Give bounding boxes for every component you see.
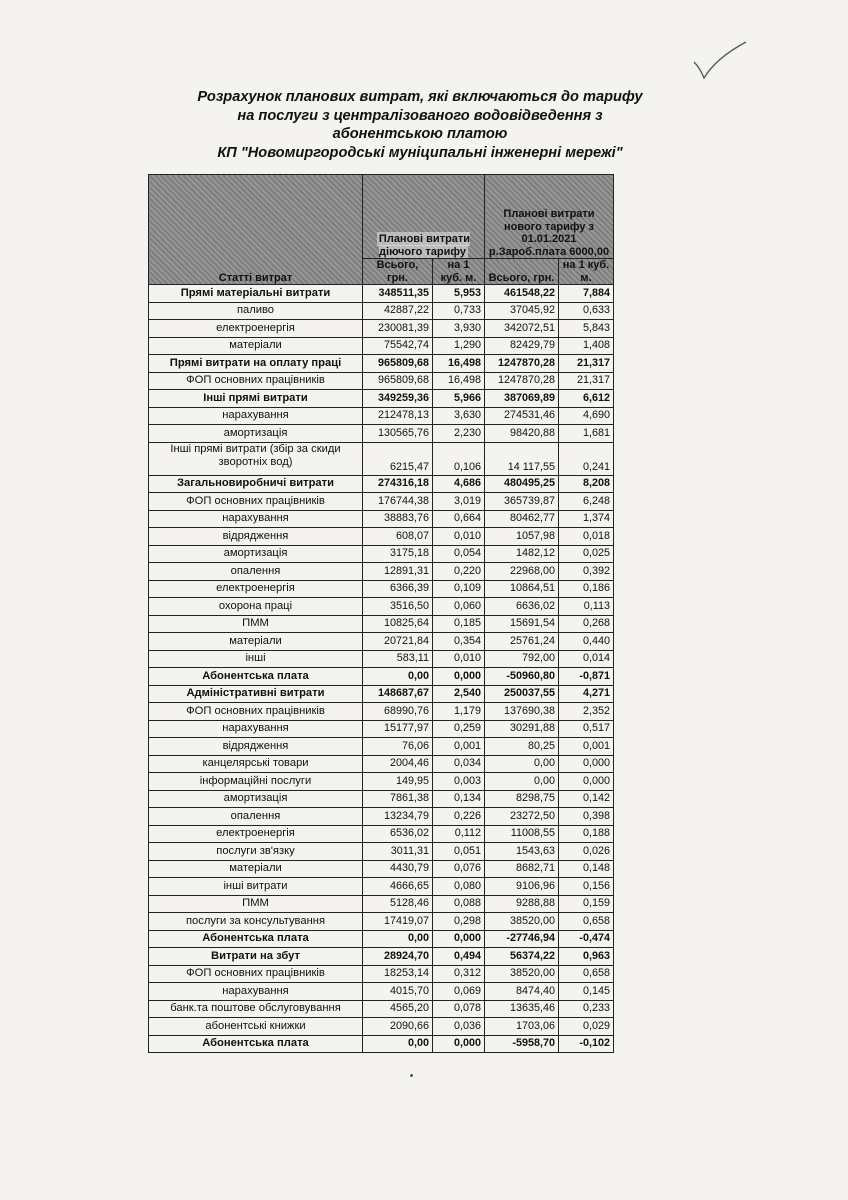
row-total-new: 22968,00 (485, 563, 559, 581)
row-per-unit-new: 4,690 (559, 407, 614, 425)
row-total-current: 10825,64 (363, 615, 433, 633)
table-row (149, 1035, 614, 1053)
row-item-name: банк.та поштове обслуговування (149, 1000, 363, 1018)
row-per-unit-current: 0,076 (433, 860, 485, 878)
row-total-current: 28924,70 (363, 948, 433, 966)
row-item-name: нарахування (149, 983, 363, 1001)
row-total-new: 274531,46 (485, 407, 559, 425)
table-row (149, 528, 614, 546)
row-total-new: 38520,00 (485, 913, 559, 931)
table-row (149, 983, 614, 1001)
table-row (149, 442, 614, 475)
row-total-new: 37045,92 (485, 302, 559, 320)
row-per-unit-new: 2,352 (559, 703, 614, 721)
table-row (149, 755, 614, 773)
row-per-unit-current: 0,185 (433, 615, 485, 633)
scan-speck (410, 1074, 413, 1077)
row-total-new: -5958,70 (485, 1035, 559, 1053)
row-item-name: Абонентська плата (149, 1035, 363, 1053)
row-per-unit-current: 0,001 (433, 738, 485, 756)
row-total-current: 148687,67 (363, 685, 433, 703)
handwritten-check-mark (690, 40, 750, 85)
row-item-name: інші витрати (149, 878, 363, 896)
row-total-current: 17419,07 (363, 913, 433, 931)
row-per-unit-new: -0,474 (559, 930, 614, 948)
row-item-name: ПММ (149, 615, 363, 633)
table-row (149, 895, 614, 913)
row-total-new: 80,25 (485, 738, 559, 756)
row-total-current: 18253,14 (363, 965, 433, 983)
row-per-unit-current: 0,259 (433, 720, 485, 738)
row-per-unit-current: 0,109 (433, 580, 485, 598)
row-total-new: 9106,96 (485, 878, 559, 896)
row-item-name: амортизація (149, 790, 363, 808)
row-per-unit-new: 0,156 (559, 878, 614, 896)
row-item-name: амортизація (149, 545, 363, 563)
table-row (149, 913, 614, 931)
table-row (149, 685, 614, 703)
row-item-name: Витрати на збут (149, 948, 363, 966)
table-row (149, 790, 614, 808)
table-row (149, 930, 614, 948)
table-row (149, 355, 614, 373)
row-per-unit-current: 0,000 (433, 668, 485, 686)
row-item-name: нарахування (149, 720, 363, 738)
row-total-new: -27746,94 (485, 930, 559, 948)
row-total-current: 965809,68 (363, 372, 433, 390)
row-total-current: 6536,02 (363, 825, 433, 843)
row-total-current: 6215,47 (363, 442, 433, 475)
row-total-current: 212478,13 (363, 407, 433, 425)
row-per-unit-current: 3,019 (433, 493, 485, 511)
row-item-name: абонентські книжки (149, 1018, 363, 1036)
row-total-current: 38883,76 (363, 510, 433, 528)
table-row (149, 407, 614, 425)
row-per-unit-current: 0,051 (433, 843, 485, 861)
row-total-new: 56374,22 (485, 948, 559, 966)
table-row (149, 633, 614, 651)
cost-table (148, 174, 614, 1053)
row-total-current: 583,11 (363, 650, 433, 668)
row-per-unit-new: 1,374 (559, 510, 614, 528)
row-total-new: 8474,40 (485, 983, 559, 1001)
row-total-new: 365739,87 (485, 493, 559, 511)
row-per-unit-new: -0,871 (559, 668, 614, 686)
row-total-new: 13635,46 (485, 1000, 559, 1018)
table-row (149, 720, 614, 738)
row-item-name: ФОП основних працівників (149, 703, 363, 721)
row-total-new: 11008,55 (485, 825, 559, 843)
table-row (149, 948, 614, 966)
row-per-unit-current: 0,034 (433, 755, 485, 773)
row-per-unit-current: 0,106 (433, 442, 485, 475)
row-item-name: електроенергія (149, 320, 363, 338)
row-per-unit-new: 6,248 (559, 493, 614, 511)
row-per-unit-new: 0,029 (559, 1018, 614, 1036)
title-line-4: КП "Новомиргородські муніципальні інженерні мережі" (217, 144, 623, 161)
row-item-name: Абонентська плата (149, 668, 363, 686)
row-total-new: 1543,63 (485, 843, 559, 861)
table-row (149, 320, 614, 338)
row-item-name: Прямі витрати на оплату праці (149, 355, 363, 373)
table-row (149, 598, 614, 616)
row-item-name: інші (149, 650, 363, 668)
row-per-unit-new: 0,963 (559, 948, 614, 966)
row-total-current: 3011,31 (363, 843, 433, 861)
row-total-current: 608,07 (363, 528, 433, 546)
row-per-unit-new: 1,681 (559, 425, 614, 443)
row-item-name: матеріали (149, 633, 363, 651)
row-item-name: Інші прямі витрати (збір за скиди зворотніх вод) (149, 442, 363, 475)
row-total-current: 149,95 (363, 773, 433, 791)
row-per-unit-new: 0,000 (559, 773, 614, 791)
row-total-new: 82429,79 (485, 337, 559, 355)
row-total-new: 480495,25 (485, 475, 559, 493)
table-row (149, 650, 614, 668)
row-per-unit-current: 3,630 (433, 407, 485, 425)
row-per-unit-current: 0,134 (433, 790, 485, 808)
row-total-current: 4565,20 (363, 1000, 433, 1018)
row-per-unit-new: 0,026 (559, 843, 614, 861)
row-total-current: 75542,74 (363, 337, 433, 355)
row-item-name: Загальновиробничі витрати (149, 475, 363, 493)
row-per-unit-new: 1,408 (559, 337, 614, 355)
row-item-name: ФОП основних працівників (149, 372, 363, 390)
row-total-current: 2090,66 (363, 1018, 433, 1036)
table-row (149, 703, 614, 721)
row-per-unit-current: 3,930 (433, 320, 485, 338)
row-per-unit-current: 0,080 (433, 878, 485, 896)
row-total-current: 20721,84 (363, 633, 433, 651)
row-total-new: 38520,00 (485, 965, 559, 983)
row-item-name: матеріали (149, 337, 363, 355)
row-total-current: 4666,65 (363, 878, 433, 896)
row-per-unit-new: 21,317 (559, 355, 614, 373)
row-total-new: 1247870,28 (485, 355, 559, 373)
row-total-current: 130565,76 (363, 425, 433, 443)
table-row (149, 1000, 614, 1018)
subheader-per-unit-new: на 1 куб. м. (559, 259, 614, 285)
row-per-unit-current: 0,069 (433, 983, 485, 1001)
table-row (149, 493, 614, 511)
row-per-unit-current: 16,498 (433, 355, 485, 373)
row-total-current: 965809,68 (363, 355, 433, 373)
table-row (149, 302, 614, 320)
row-total-new: 0,00 (485, 755, 559, 773)
row-per-unit-new: 0,113 (559, 598, 614, 616)
row-total-new: 8682,71 (485, 860, 559, 878)
row-item-name: Інші прямі витрати (149, 390, 363, 408)
row-per-unit-current: 0,112 (433, 825, 485, 843)
table-row (149, 545, 614, 563)
row-item-name: канцелярські товари (149, 755, 363, 773)
row-item-name: інформаційні послуги (149, 773, 363, 791)
row-total-current: 4015,70 (363, 983, 433, 1001)
row-total-new: 137690,38 (485, 703, 559, 721)
row-item-name: опалення (149, 563, 363, 581)
row-total-new: 387069,89 (485, 390, 559, 408)
row-per-unit-current: 0,494 (433, 948, 485, 966)
column-header-current-tariff: Планові витрати діючого тарифу (363, 175, 485, 259)
title-line-3: абонентською платою (332, 126, 508, 142)
table-row (149, 878, 614, 896)
row-total-current: 13234,79 (363, 808, 433, 826)
table-row (149, 860, 614, 878)
table-row (149, 668, 614, 686)
row-total-current: 348511,35 (363, 285, 433, 303)
row-per-unit-current: 4,686 (433, 475, 485, 493)
table-row (149, 372, 614, 390)
row-total-new: 23272,50 (485, 808, 559, 826)
row-per-unit-new: 21,317 (559, 372, 614, 390)
row-per-unit-new: 8,208 (559, 475, 614, 493)
row-item-name: ФОП основних працівників (149, 965, 363, 983)
column-header-new-tariff: Планові витрати нового тарифу з 01.01.2021 р.Зароб.плата 6000,00 (485, 175, 614, 259)
subheader-per-unit-current: на 1 куб. м. (433, 259, 485, 285)
row-total-new: 9288,88 (485, 895, 559, 913)
row-per-unit-current: 2,540 (433, 685, 485, 703)
row-item-name: послуги зв'язку (149, 843, 363, 861)
row-per-unit-current: 0,354 (433, 633, 485, 651)
row-total-new: 15691,54 (485, 615, 559, 633)
row-total-current: 349259,36 (363, 390, 433, 408)
row-per-unit-current: 0,000 (433, 1035, 485, 1053)
table-row (149, 843, 614, 861)
row-total-new: 10864,51 (485, 580, 559, 598)
row-item-name: послуги за консультування (149, 913, 363, 931)
table-row (149, 563, 614, 581)
row-total-current: 2004,46 (363, 755, 433, 773)
table-row (149, 425, 614, 443)
row-total-new: -50960,80 (485, 668, 559, 686)
row-total-current: 0,00 (363, 1035, 433, 1053)
row-total-new: 461548,22 (485, 285, 559, 303)
row-total-current: 0,00 (363, 930, 433, 948)
row-total-current: 5128,46 (363, 895, 433, 913)
row-per-unit-new: 0,517 (559, 720, 614, 738)
row-total-current: 3516,50 (363, 598, 433, 616)
row-per-unit-new: 0,188 (559, 825, 614, 843)
row-item-name: Прямі матеріальні витрати (149, 285, 363, 303)
table-row (149, 285, 614, 303)
row-per-unit-current: 0,298 (433, 913, 485, 931)
row-per-unit-current: 0,010 (433, 528, 485, 546)
row-per-unit-new: -0,102 (559, 1035, 614, 1053)
row-per-unit-current: 2,230 (433, 425, 485, 443)
row-per-unit-new: 0,145 (559, 983, 614, 1001)
row-per-unit-current: 0,733 (433, 302, 485, 320)
row-total-current: 4430,79 (363, 860, 433, 878)
row-total-new: 30291,88 (485, 720, 559, 738)
row-total-current: 274316,18 (363, 475, 433, 493)
row-per-unit-current: 0,000 (433, 930, 485, 948)
row-per-unit-new: 0,398 (559, 808, 614, 826)
row-per-unit-new: 0,000 (559, 755, 614, 773)
row-per-unit-new: 0,148 (559, 860, 614, 878)
row-per-unit-current: 5,966 (433, 390, 485, 408)
row-item-name: матеріали (149, 860, 363, 878)
row-total-current: 7861,38 (363, 790, 433, 808)
row-per-unit-current: 5,953 (433, 285, 485, 303)
row-per-unit-new: 0,268 (559, 615, 614, 633)
row-total-new: 6636,02 (485, 598, 559, 616)
row-per-unit-current: 0,312 (433, 965, 485, 983)
title-line-2: на послуги з централізованого водовідведення з (237, 107, 603, 124)
row-per-unit-new: 0,159 (559, 895, 614, 913)
row-item-name: ПММ (149, 895, 363, 913)
title-line-1: Розрахунок планових витрат, які включаються до тарифу (197, 89, 643, 105)
table-row (149, 1018, 614, 1036)
row-per-unit-new: 0,186 (559, 580, 614, 598)
row-per-unit-current: 0,220 (433, 563, 485, 581)
row-total-current: 42887,22 (363, 302, 433, 320)
table-row (149, 965, 614, 983)
row-total-current: 176744,38 (363, 493, 433, 511)
row-per-unit-current: 1,179 (433, 703, 485, 721)
row-per-unit-new: 6,612 (559, 390, 614, 408)
row-total-new: 250037,55 (485, 685, 559, 703)
row-item-name: Адміністративні витрати (149, 685, 363, 703)
row-per-unit-new: 0,142 (559, 790, 614, 808)
row-per-unit-current: 0,003 (433, 773, 485, 791)
row-total-new: 0,00 (485, 773, 559, 791)
row-per-unit-current: 0,226 (433, 808, 485, 826)
row-per-unit-new: 0,392 (559, 563, 614, 581)
row-total-new: 342072,51 (485, 320, 559, 338)
row-item-name: відрядження (149, 738, 363, 756)
row-per-unit-current: 1,290 (433, 337, 485, 355)
row-per-unit-new: 7,884 (559, 285, 614, 303)
row-per-unit-new: 0,658 (559, 913, 614, 931)
row-item-name: нарахування (149, 407, 363, 425)
subheader-total-current: Всього, грн. (363, 259, 433, 285)
row-total-new: 792,00 (485, 650, 559, 668)
table-row (149, 825, 614, 843)
column-header-item: Статті витрат (149, 175, 363, 285)
row-total-current: 15177,97 (363, 720, 433, 738)
row-per-unit-new: 0,633 (559, 302, 614, 320)
row-item-name: Абонентська плата (149, 930, 363, 948)
table-row (149, 615, 614, 633)
row-per-unit-new: 5,843 (559, 320, 614, 338)
row-per-unit-current: 0,664 (433, 510, 485, 528)
row-item-name: амортизація (149, 425, 363, 443)
row-per-unit-current: 0,036 (433, 1018, 485, 1036)
row-total-new: 8298,75 (485, 790, 559, 808)
table-row (149, 808, 614, 826)
row-item-name: нарахування (149, 510, 363, 528)
row-total-new: 14 117,55 (485, 442, 559, 475)
table-row (149, 475, 614, 493)
row-per-unit-new: 0,241 (559, 442, 614, 475)
row-per-unit-new: 0,233 (559, 1000, 614, 1018)
row-total-current: 0,00 (363, 668, 433, 686)
table-row (149, 337, 614, 355)
table-row (149, 773, 614, 791)
row-total-current: 68990,76 (363, 703, 433, 721)
row-item-name: паливо (149, 302, 363, 320)
row-per-unit-new: 0,018 (559, 528, 614, 546)
document-title (150, 88, 690, 162)
row-total-current: 230081,39 (363, 320, 433, 338)
row-total-new: 98420,88 (485, 425, 559, 443)
table-row (149, 738, 614, 756)
row-per-unit-current: 0,010 (433, 650, 485, 668)
row-per-unit-new: 0,001 (559, 738, 614, 756)
row-per-unit-current: 0,054 (433, 545, 485, 563)
row-total-new: 1703,06 (485, 1018, 559, 1036)
row-item-name: опалення (149, 808, 363, 826)
row-per-unit-new: 0,658 (559, 965, 614, 983)
row-total-new: 1057,98 (485, 528, 559, 546)
subheader-total-new: Всього, грн. (485, 259, 559, 285)
row-total-current: 6366,39 (363, 580, 433, 598)
row-item-name: електроенергія (149, 825, 363, 843)
row-per-unit-new: 0,014 (559, 650, 614, 668)
row-per-unit-current: 16,498 (433, 372, 485, 390)
row-total-new: 25761,24 (485, 633, 559, 651)
row-total-current: 3175,18 (363, 545, 433, 563)
row-item-name: ФОП основних працівників (149, 493, 363, 511)
row-total-new: 1247870,28 (485, 372, 559, 390)
row-per-unit-current: 0,060 (433, 598, 485, 616)
row-item-name: електроенергія (149, 580, 363, 598)
row-total-current: 76,06 (363, 738, 433, 756)
table-row (149, 580, 614, 598)
row-total-current: 12891,31 (363, 563, 433, 581)
row-per-unit-new: 0,025 (559, 545, 614, 563)
row-item-name: охорона праці (149, 598, 363, 616)
row-total-new: 1482,12 (485, 545, 559, 563)
row-per-unit-current: 0,088 (433, 895, 485, 913)
row-per-unit-current: 0,078 (433, 1000, 485, 1018)
row-per-unit-new: 4,271 (559, 685, 614, 703)
row-per-unit-new: 0,440 (559, 633, 614, 651)
table-row (149, 390, 614, 408)
row-item-name: відрядження (149, 528, 363, 546)
table-row (149, 510, 614, 528)
row-total-new: 80462,77 (485, 510, 559, 528)
